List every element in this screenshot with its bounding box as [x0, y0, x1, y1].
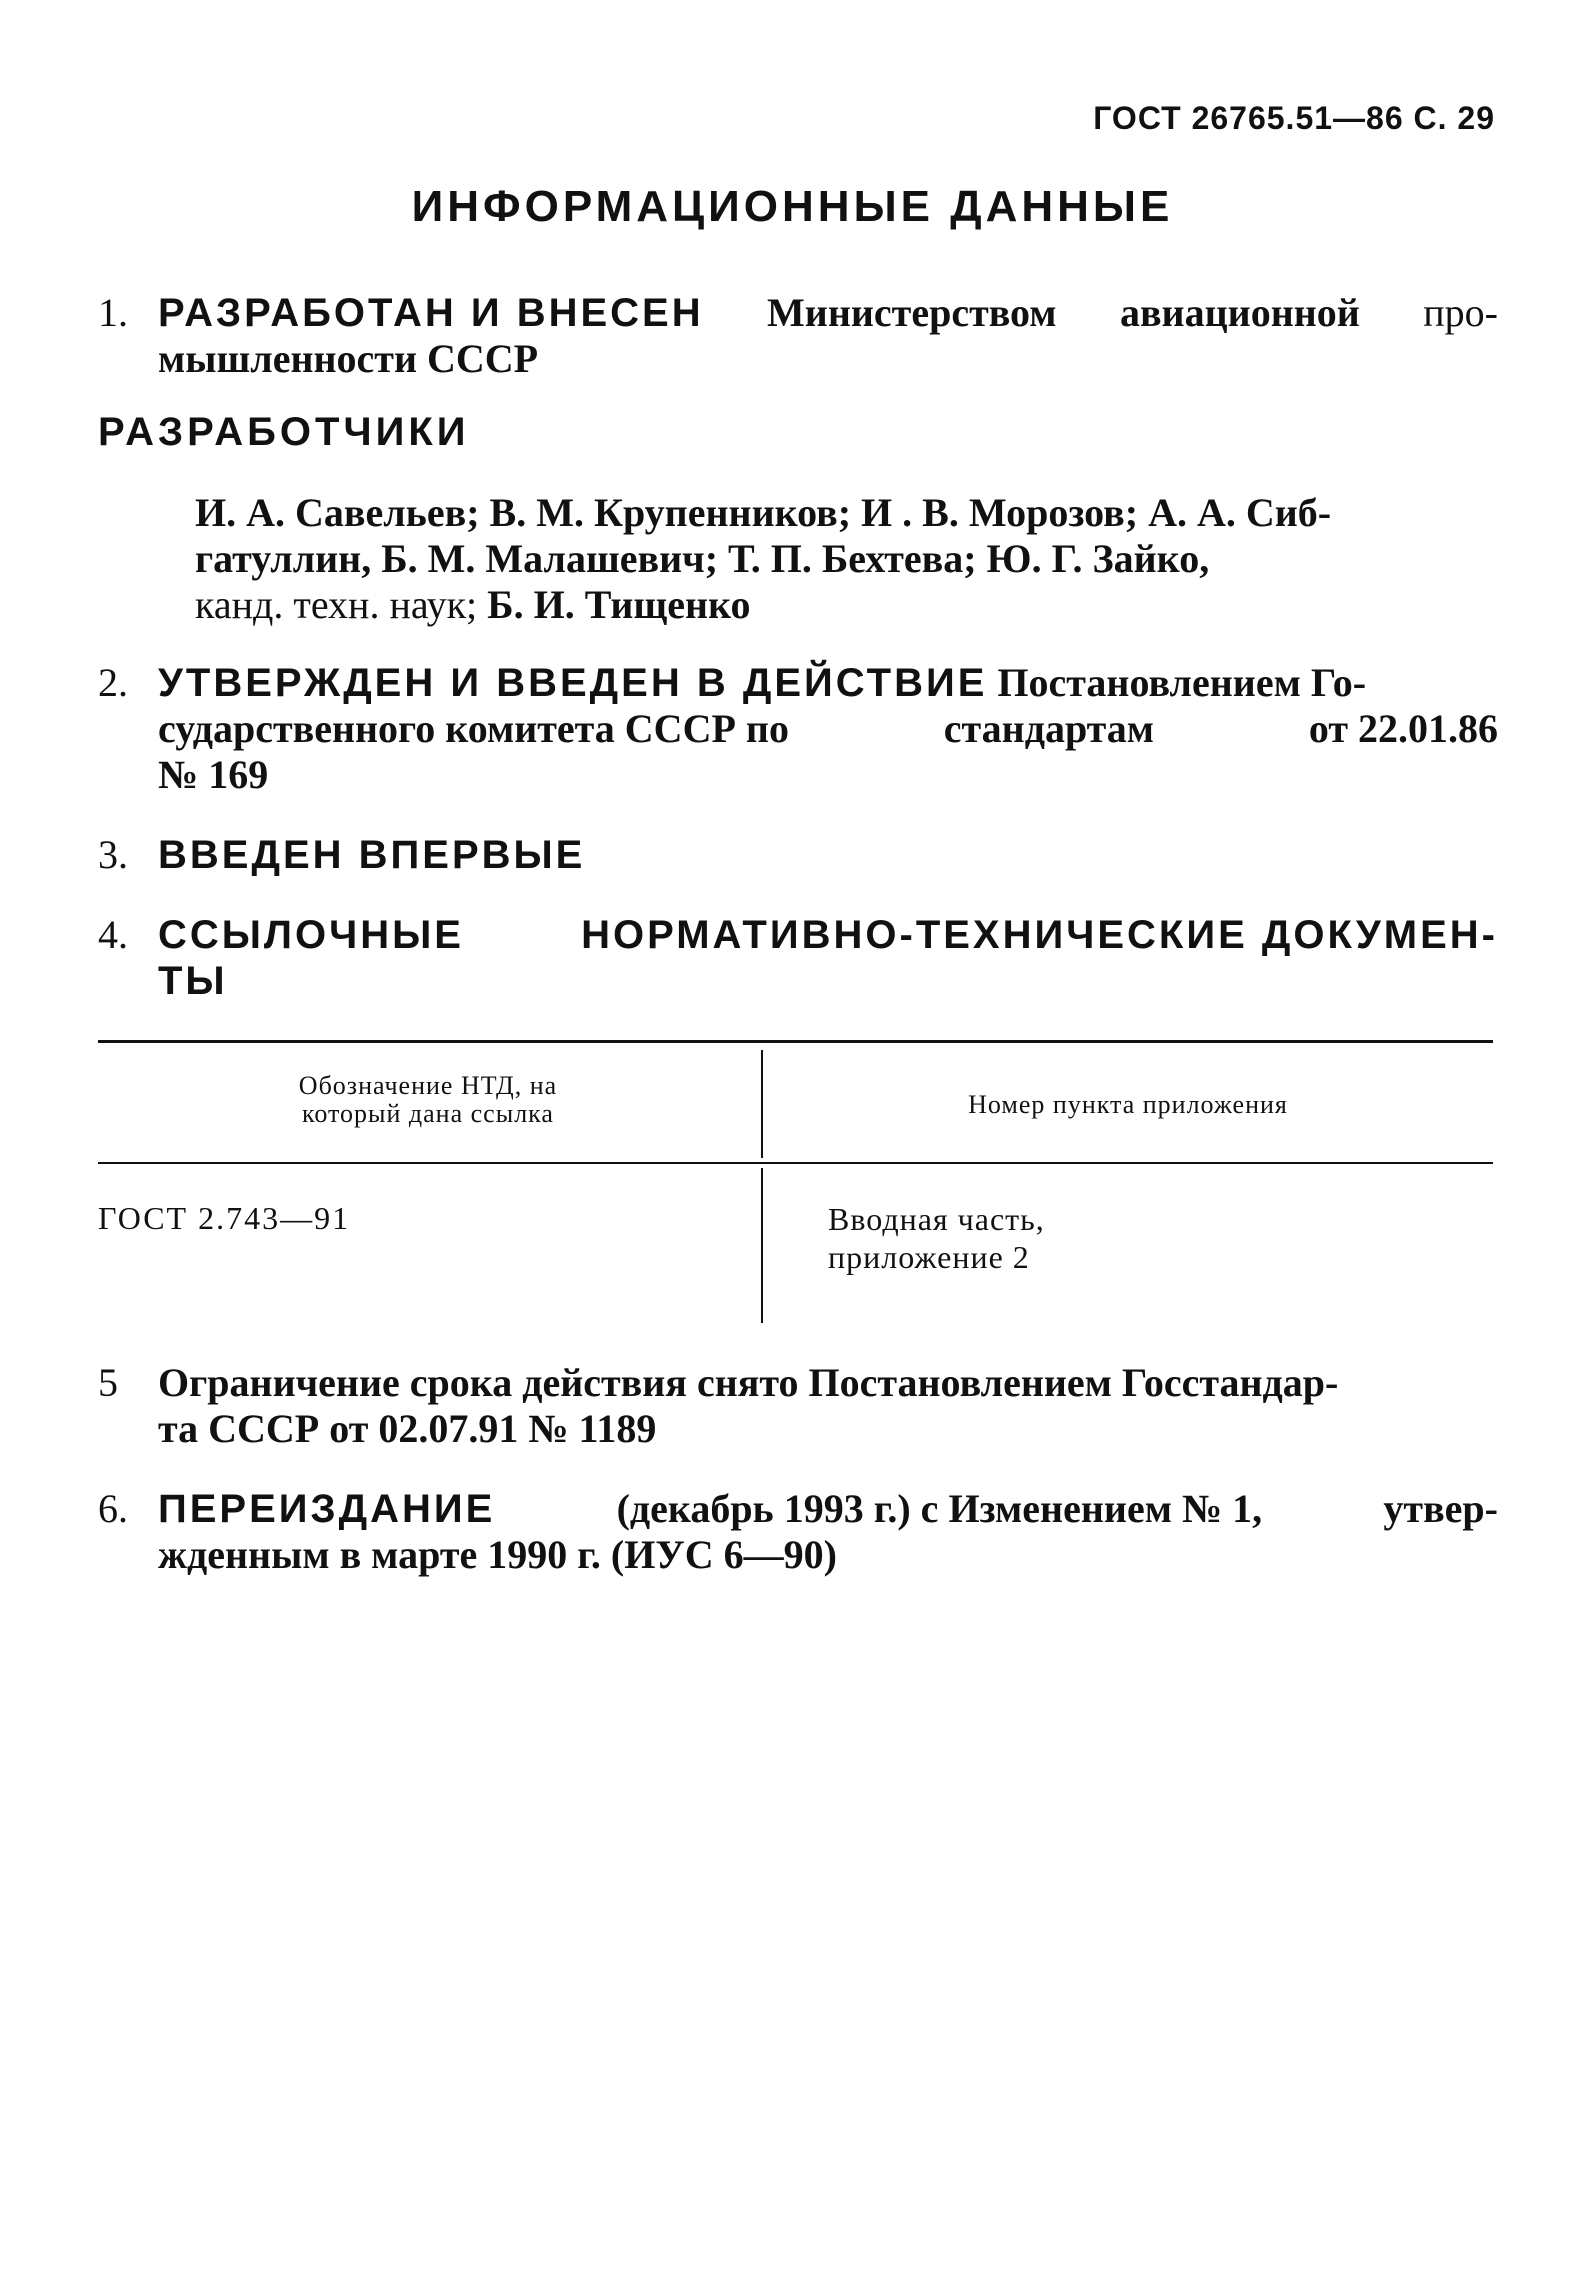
item-number: 3. [98, 832, 128, 877]
developers-name: Б. И. Тищенко [487, 582, 751, 627]
item-text: авиационной [1119, 290, 1360, 335]
table-header-text: который дана ссылка [302, 1099, 554, 1128]
item-number: 5 [98, 1360, 118, 1405]
item-lead: ПЕРЕИЗДАНИЕ [158, 1487, 496, 1531]
item-text: та СССР от 02.07.91 № 1189 [158, 1406, 657, 1451]
table-cell-text: Вводная часть, [828, 1201, 1045, 1237]
developers-line [195, 582, 1500, 628]
developers-degree: канд. техн. наук; [195, 582, 478, 627]
table-divider [761, 1168, 763, 1323]
table-rule [98, 1040, 1493, 1043]
item-lead: ССЫЛОЧНЫЕ [158, 913, 464, 957]
item-3 [98, 832, 1498, 878]
item-lead: УТВЕРЖДЕН И ВВЕДЕН В ДЕЙСТВИЕ [158, 661, 988, 705]
item-text: Ограничение срока действия снято Постановлением Госстандар- [158, 1360, 1339, 1405]
item-text: Постановлением Го- [997, 660, 1367, 705]
item-2 [98, 660, 1498, 798]
table-cell-text: приложение 2 [828, 1239, 1030, 1275]
item-text: сударственного комитета СССР по [158, 706, 789, 751]
item-5 [98, 1360, 1498, 1452]
developers-heading: РАЗРАБОТЧИКИ [98, 410, 470, 454]
item-text: (декабрь 1993 г.) с Изменением № 1, [616, 1486, 1263, 1531]
reference-table [98, 1040, 1493, 1326]
item-lead: РАЗРАБОТАН И ВНЕСЕН [158, 291, 704, 335]
item-number: 6. [98, 1486, 128, 1531]
table-rule [98, 1162, 1493, 1164]
item-4 [98, 912, 1498, 1004]
item-text: мышленности СССР [158, 336, 539, 381]
item-text: от 22.01.86 [1308, 706, 1498, 751]
item-text: Министерством [767, 290, 1057, 335]
developers-list [195, 490, 1500, 628]
item-number: 2. [98, 660, 128, 705]
table-cell-doc: ГОСТ 2.743—91 [98, 1200, 351, 1236]
item-lead: ВВЕДЕН ВПЕРВЫЕ [158, 833, 586, 877]
table-header-designation [138, 1072, 718, 1128]
item-6 [98, 1486, 1498, 1578]
table-cell-ref [828, 1200, 1045, 1276]
item-number: 4. [98, 912, 128, 957]
item-text: жденным в марте 1990 г. (ИУС 6—90) [158, 1532, 837, 1577]
item-text: утвер- [1383, 1486, 1498, 1531]
item-1 [98, 290, 1498, 382]
item-text: № 169 [158, 752, 269, 797]
developers-line: И. А. Савельев; В. М. Крупенников; И . В. Морозов; А. А. Сиб- [195, 490, 1332, 535]
item-lead: ТЫ [158, 959, 228, 1003]
page-header: ГОСТ 26765.51—86 С. 29 [1093, 100, 1495, 136]
developers-line: гатуллин, Б. М. Малашевич; Т. П. Бехтева; Ю. Г. Зайко, [195, 536, 1210, 581]
item-number: 1. [98, 290, 128, 335]
item-lead: НОРМАТИВНО-ТЕХНИЧЕСКИЕ ДОКУМЕН- [581, 913, 1498, 957]
table-header-text: Обозначение НТД, на [298, 1071, 558, 1100]
table-header-clause: Номер пункта приложения [968, 1090, 1288, 1119]
page-title: ИНФОРМАЦИОННЫЕ ДАННЫЕ [411, 182, 1174, 231]
item-text: стандартам [943, 706, 1155, 751]
item-text: про- [1423, 290, 1498, 335]
